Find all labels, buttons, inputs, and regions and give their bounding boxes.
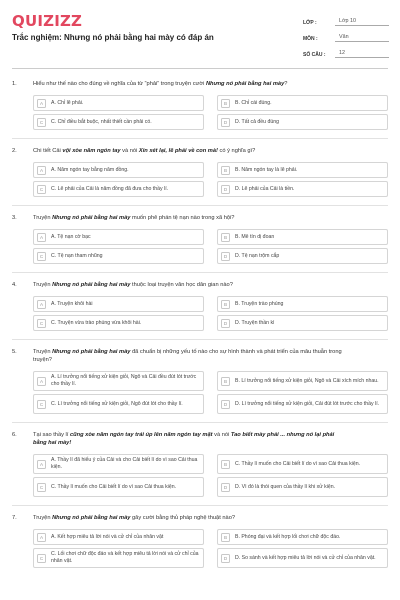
option-letter: B <box>221 460 230 469</box>
question-number: 5. <box>12 349 17 355</box>
option-text: C. Thầy lí muốn cho Cải biết lí do vì sao Cải thua kiện. <box>51 483 177 490</box>
meta-row-grade <box>303 12 389 26</box>
question-2 <box>12 147 388 197</box>
answer-option-d[interactable] <box>217 394 388 414</box>
option-text: D. Vì đó là thói quen của thầy lí khi xử kiện. <box>235 483 336 490</box>
answer-option-d[interactable] <box>217 315 388 331</box>
question-text: Chi tiết Cải vội xòe năm ngón tay và nói Xin xét lại, lẽ phải về con mà! có ý nghĩa gì? <box>33 148 256 154</box>
option-letter: B <box>221 166 230 175</box>
meta-row-subject <box>303 28 389 42</box>
question-number: 2. <box>12 148 17 154</box>
question-1 <box>12 80 388 130</box>
option-letter: B <box>221 300 230 309</box>
option-text: C. Truyện vừa trào phúng vừa khôi hài. <box>51 319 142 326</box>
question-6 <box>12 431 388 497</box>
option-letter: A <box>37 166 46 175</box>
answer-option-b[interactable] <box>217 162 388 178</box>
option-letter: B <box>221 99 230 108</box>
option-letter: A <box>37 233 46 242</box>
option-letter: D <box>221 483 230 492</box>
meta-value: Văn <box>335 34 389 42</box>
question-divider <box>12 505 388 506</box>
answer-option-b[interactable] <box>217 529 388 545</box>
meta-info <box>303 12 389 60</box>
answer-options <box>33 296 388 331</box>
option-letter: C <box>37 483 46 492</box>
answer-option-d[interactable] <box>217 181 388 197</box>
answer-option-d[interactable] <box>217 477 388 497</box>
meta-label: SỐ CÂU : <box>303 52 326 58</box>
answer-option-b[interactable] <box>217 95 388 111</box>
option-letter: C <box>37 118 46 127</box>
option-letter: D <box>221 185 230 194</box>
option-text: A. Tệ nạn cờ bạc <box>51 233 91 240</box>
answer-option-d[interactable] <box>217 114 388 130</box>
option-text: C. Thầy lí muốn cho Cải biết lí do vì sao Cải thua kiện. <box>235 460 361 467</box>
option-text: D. Lí trưởng nổi tiếng xử kiện giỏi, Cải đút lót trước cho thầy lí. <box>235 400 380 407</box>
option-letter: D <box>221 118 230 127</box>
question-number: 6. <box>12 432 17 438</box>
answer-option-c[interactable] <box>33 114 204 130</box>
option-text: C. Lí trưởng nổi tiếng xử kiện giỏi, Ngô đút lót cho thầy lí. <box>51 400 183 407</box>
option-text: B. Chỉ cái đúng. <box>235 99 272 106</box>
question-7 <box>12 514 388 568</box>
question-list <box>12 80 388 568</box>
option-letter: A <box>37 460 46 469</box>
answer-option-c[interactable] <box>33 248 204 264</box>
option-text: B. Năm ngón tay là lẽ phải. <box>235 166 298 173</box>
question-number: 1. <box>12 81 17 87</box>
answer-option-a[interactable] <box>33 371 204 391</box>
answer-option-c[interactable] <box>33 181 204 197</box>
option-letter: B <box>221 233 230 242</box>
answer-option-c[interactable] <box>33 477 204 497</box>
question-text: Hiểu như thế nào cho đúng về nghĩa của từ “phải” trong truyện cười Nhưng nó phải bằng hai mày? <box>33 81 288 87</box>
option-letter: A <box>37 533 46 542</box>
answer-option-a[interactable] <box>33 454 204 474</box>
meta-value: Lớp 10 <box>335 18 389 26</box>
answer-options <box>33 371 388 414</box>
question-divider <box>12 272 388 273</box>
question-5 <box>12 348 388 414</box>
question-number: 7. <box>12 515 17 521</box>
answer-option-a[interactable] <box>33 162 204 178</box>
option-letter: D <box>221 400 230 409</box>
answer-option-d[interactable] <box>217 548 388 568</box>
question-4 <box>12 281 388 331</box>
answer-option-b[interactable] <box>217 229 388 245</box>
header-divider <box>12 68 388 69</box>
option-letter: D <box>221 319 230 328</box>
option-text: A. Kết hợp miêu tả lời nói và cử chỉ của nhân vật <box>51 533 164 540</box>
option-letter: A <box>37 300 46 309</box>
question-divider <box>12 205 388 206</box>
option-text: A. Chỉ lẽ phải. <box>51 99 84 106</box>
option-text: D. Lẽ phải của Cải là tiền. <box>235 185 295 192</box>
question-divider <box>12 339 388 340</box>
option-text: D. Tất cả đều đúng <box>235 118 280 125</box>
option-letter: B <box>221 533 230 542</box>
option-text: A. Thầy lí đã hiểu ý của Cải và cho Cải biết lí do vì sao Cải thua kiện. <box>51 457 198 470</box>
option-letter: D <box>221 554 230 563</box>
option-text: D. Truyện thần kì <box>235 319 275 326</box>
answer-option-c[interactable] <box>33 394 204 414</box>
document-title: Trắc nghiệm: Nhưng nó phải bằng hai mày có đáp án <box>12 33 214 42</box>
option-letter: C <box>37 185 46 194</box>
option-text: B. Truyện trào phúng <box>235 300 284 307</box>
answer-option-a[interactable] <box>33 229 204 245</box>
question-3 <box>12 214 388 264</box>
page-top-bar <box>0 0 400 4</box>
option-text: D. So sánh và kết hợp miêu tả lời nói và cử chỉ của nhân vật. <box>235 554 376 561</box>
question-divider <box>12 422 388 423</box>
question-divider <box>12 138 388 139</box>
option-text: C. Lẽ phải của Cải là năm đồng đã đưa cho thầy lí. <box>51 185 169 192</box>
option-text: C. Lối chơi chữ độc đáo và kết hợp miêu tả lời nói và cử chỉ của nhân vật. <box>51 551 199 564</box>
option-text: A. Truyện khôi hài <box>51 300 93 307</box>
meta-label: MÔN : <box>303 36 318 42</box>
option-text: A. Lí trưởng nổi tiếng xử kiện giỏi, Ngô và Cải đều đút lót trước cho thầy lí. <box>51 374 197 387</box>
answer-option-b[interactable] <box>217 296 388 312</box>
answer-options <box>33 229 388 264</box>
option-text: B. Mê tín dị đoan <box>235 233 275 240</box>
option-letter: A <box>37 99 46 108</box>
meta-row-count <box>303 44 389 58</box>
option-letter: B <box>221 377 230 386</box>
answer-option-a[interactable] <box>33 529 204 545</box>
question-text: Tại sao thầy lí cũng xòe năm ngón tay trái úp lên năm ngón tay mặt và nói Tao biết mày phải ... nhưng nó lại phải bằng hai mày! <box>33 432 335 446</box>
answer-options <box>33 95 388 130</box>
question-number: 3. <box>12 215 17 221</box>
answer-options <box>33 454 388 497</box>
option-letter: D <box>221 252 230 261</box>
option-text: B. Lí trưởng nổi tiếng xử kiện giỏi, Ngô và Cải xích mích nhau. <box>235 377 379 384</box>
answer-option-d[interactable] <box>217 248 388 264</box>
option-text: B. Phóng đại và kết hợp lối chơi chữ độc đáo. <box>235 533 341 540</box>
answer-option-c[interactable] <box>33 548 204 568</box>
answer-option-c[interactable] <box>33 315 204 331</box>
question-text: Truyện Nhưng nó phải bằng hai mày thuộc loại truyện văn học dân gian nào? <box>33 282 233 288</box>
question-text: Truyện Nhưng nó phải bằng hai mày muốn phê phán tệ nạn nào trong xã hội? <box>33 215 235 221</box>
question-text: Truyện Nhưng nó phải bằng hai mày gây cười bằng thủ pháp nghệ thuật nào? <box>33 515 236 521</box>
answer-options <box>33 162 388 197</box>
meta-value: 12 <box>335 50 389 58</box>
answer-option-b[interactable] <box>217 371 388 391</box>
quizizz-logo: QUIZIZZ <box>12 12 83 30</box>
answer-option-a[interactable] <box>33 95 204 111</box>
question-text: Truyện Nhưng nó phải bằng hai mày đã chuẩn bị những yếu tố nào cho sự hình thành và phát triển của mâu thuẫn trong truyện? <box>33 349 342 363</box>
answer-option-a[interactable] <box>33 296 204 312</box>
option-text: A. Năm ngón tay bằng năm đồng. <box>51 166 129 173</box>
option-letter: C <box>37 319 46 328</box>
answer-option-b[interactable] <box>217 454 388 474</box>
question-number: 4. <box>12 282 17 288</box>
option-letter: A <box>37 377 46 386</box>
option-text: C. Chỉ điều bắt buộc, nhất thiết cần phải có. <box>51 118 152 125</box>
option-letter: C <box>37 252 46 261</box>
option-text: D. Tệ nạn trộm cắp <box>235 252 280 259</box>
answer-options <box>33 529 388 568</box>
option-letter: C <box>37 554 46 563</box>
option-letter: C <box>37 400 46 409</box>
option-text: C. Tệ nạn tham nhũng <box>51 252 103 259</box>
meta-label: LỚP : <box>303 20 317 26</box>
